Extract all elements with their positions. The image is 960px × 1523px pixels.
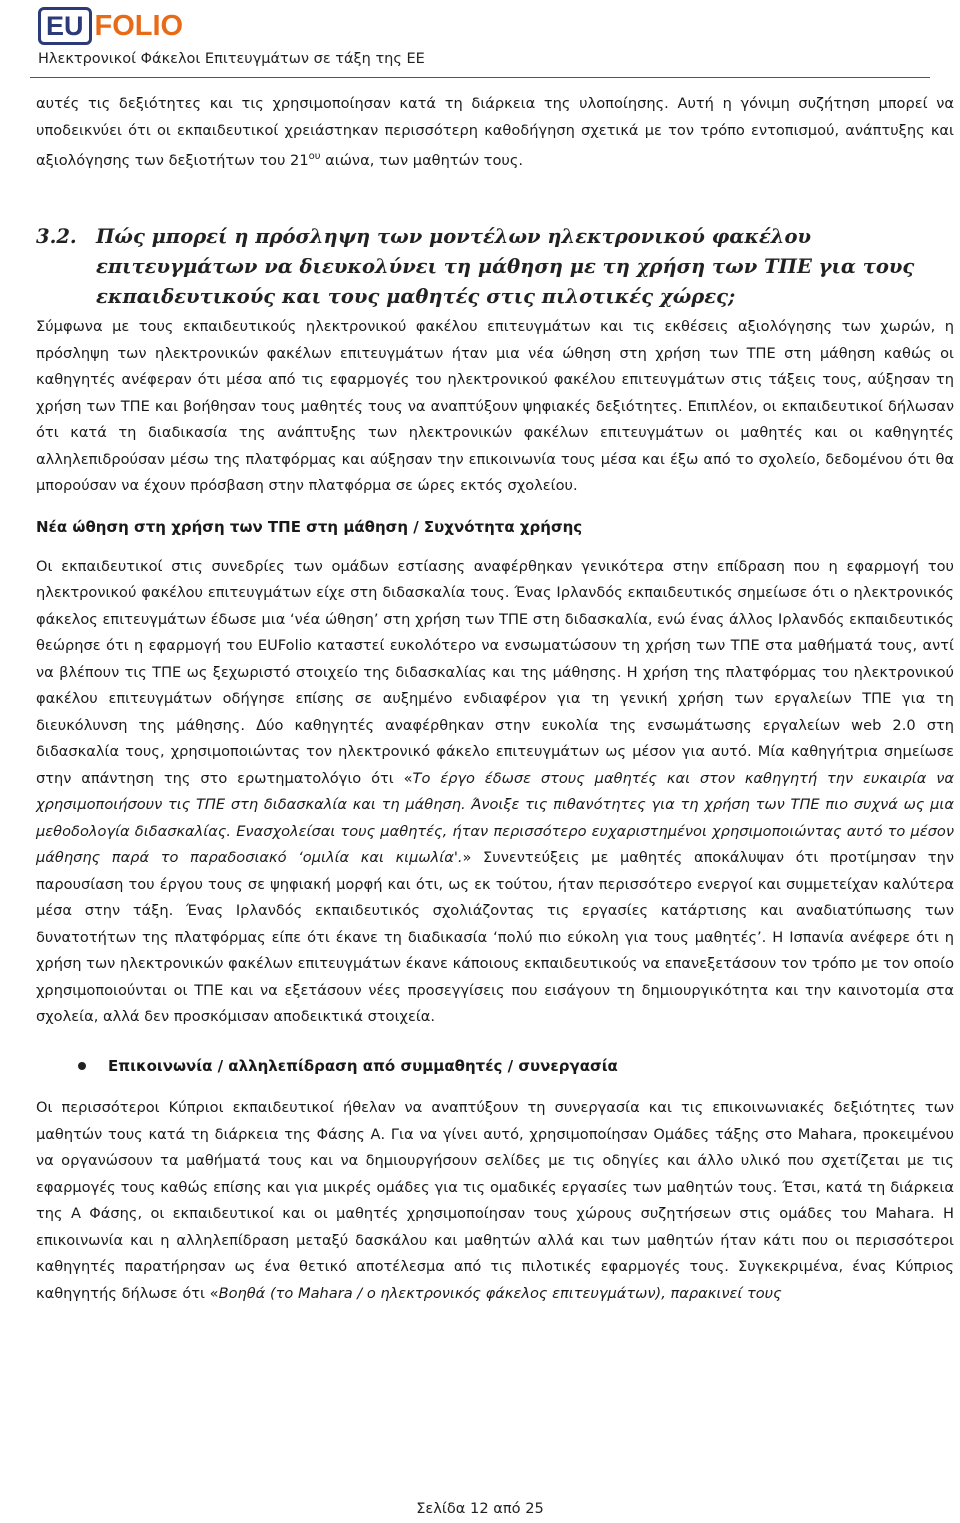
ict-quote: Το έργο έδωσε στους μαθητές και στον καθηγητή την ευκαιρία να χρησιμοποιήσουν τις ΤΠΕ στη διδασκαλία και τη μάθηση. Άνοιξε τις πιθανότητες για τη χρήση των ΤΠΕ πιο συχνά ως μια μεθοδολογία διδασκαλίας. Ενασχολείσαι τους μαθητές, ήταν περισσότερο ευχαριστημένοι χρησιμοποιώντας αυτό το μέσον μάθησης παρά το παραδοσιακό ‘ομιλία και κιμωλία'. <box>36 769 954 867</box>
comm-text-a: Οι περισσότεροι Κύπριοι εκπαιδευτικοί ήθελαν να αναπτύξουν τη συνεργασία και τις επικοινωνιακές δεξιότητες των μαθητών τους κατά τη διάρκεια της Φάσης Α. Για να γίνει αυτό, χρησιμοποίησαν Ομάδες τάξης στο Mahara, προκειμένου να οργανώσουν τα μαθήματά τους και να δημιουργήσουν σελίδες με τις οδηγίες και άλλο υλικό που σχετίζεται με τις εφαρμογές τους καθώς επίσης και για μικρές ομάδες για τις ομαδικές εργασίες των μαθητών τους. Έτσι, κατά τη διάρκεια της Α Φάσης, οι εκπαιδευτικοί και οι μαθητές χρησιμοποίησαν τους χώρους συζητήσεων στις ομάδες του Mahara. Η επικοινωνία και η αλληλεπίδραση μεταξύ δασκάλου και μαθητών αλλά και των μαθητών ήταν κάτι που οι περισσότεροι καθηγητές παρατήρησαν ως ένα θετικό αποτέλεσμα από τις πιλοτικές εφαρμογές τους. Συγκεκριμένα, ένας Κύπριος καθηγητής δήλωσε ότι « <box>36 1099 954 1302</box>
comm-quote: Βοηθά (το Mahara / ο ηλεκτρονικός φάκελος επιτευγμάτων), παρακινεί τους <box>218 1284 782 1302</box>
logo-eu-text: EU <box>38 7 92 45</box>
page-number: Σελίδα 12 από 25 <box>416 1500 544 1517</box>
page-header <box>38 2 938 67</box>
bullet-item <box>36 1053 954 1080</box>
intro-paragraph <box>36 91 954 174</box>
header-divider <box>30 77 930 78</box>
bullet-icon <box>78 1062 86 1070</box>
subsection-paragraph-communication <box>36 1095 954 1307</box>
section-heading <box>36 222 954 312</box>
header-subtitle: Ηλεκτρονικοί Φάκελοι Επιτευγμάτων σε τάξη της ΕΕ <box>38 51 425 67</box>
intro-superscript: ου <box>308 151 321 162</box>
subsection-heading-ict: Νέα ώθηση στη χρήση των ΤΠΕ στη μάθηση / Συχνότητα χρήσης <box>36 517 583 536</box>
section-title: Πώς μπορεί η πρόσληψη των μοντέλων ηλεκτρονικού φακέλου επιτευγμάτων να διευκολύνει τη μάθηση με τη χρήση των ΤΠΕ για τους εκπαιδευτικούς και τους μαθητές στις πιλοτικές χώρες; <box>96 225 915 309</box>
eufolio-logo <box>38 2 938 50</box>
section-number: 3.2. <box>36 225 77 249</box>
subsection-paragraph-ict <box>36 554 954 1031</box>
bullet-heading: Επικοινωνία / αλληλεπίδραση από συμμαθητές / συνεργασία <box>108 1056 618 1075</box>
logo-folio-text: FOLIO <box>94 9 184 42</box>
document-body <box>36 91 954 1307</box>
ict-text-a: Οι εκπαιδευτικοί στις συνεδρίες των ομάδων εστίασης αναφέρθηκαν γενικότερα στην επίδραση που η εφαρμογή του ηλεκτρονικού φακέλου επιτευγμάτων είχε στη διδασκαλία τους. Ένας Ιρλανδός εκπαιδευτικός σημείωσε ότι ο ηλεκτρονικός φάκελος επιτευγμάτων έδωσε μια ‘νέα ώθηση’ στη χρήση των ΤΠΕ στη διδασκαλία, ενώ ένας άλλος Ιρλανδός εκπαιδευτικός θεώρησε ότι η εφαρμογή του EUFolio καταστεί ευκολότερο να ενσωματώσουν τη χρήση των ΤΠΕ στα μαθήματά τους, αντί να βλέπουν τις ΤΠΕ ως ξεχωριστό στοιχείο της διδασκαλίας και της μάθησης. Η χρήση της πλατφόρμας του ηλεκτρονικού φακέλου επιτευγμάτων οδήγησε επίσης σε αυξημένο ενδιαφέρον για τη γενική χρήση των εργαλείων ΤΠΕ για τη διευκόλυνση της μάθησης. Δύο καθηγητές αναφέρθηκαν στην ευκολία της ενσωμάτωσης εργαλείων web 2.0 στη διδασκαλία τους, χρησιμοποιώντας τον ηλεκτρονικό φάκελο επιτευγμάτων ως μέσον για αυτό. Μία καθηγήτρια σημείωσε στην απάντηση της στο ερωτηματολόγιο ότι « <box>36 557 954 787</box>
intro-text-b: αιώνα, των μαθητών τους. <box>320 151 524 169</box>
section-paragraph: Σύμφωνα με τους εκπαιδευτικούς ηλεκτρονικού φακέλου επιτευγμάτων και τις εκθέσεις αξιολόγησης των χωρών, η πρόσληψη των ηλεκτρονικών φακέλων επιτευγμάτων ήταν μια νέα ώθηση στη χρήση των ΤΠΕ στη μάθηση καθώς οι καθηγητές ανέφεραν ότι μέσα από τις εφαρμογές του ηλεκτρονικού φακέλου επιτευγμάτων στις τάξεις τους, αύξησαν τη χρήση των ΤΠΕ και βοήθησαν τους μαθητές τους να αναπτύξουν ψηφιακές δεξιότητες. Επιπλέον, οι εκπαιδευτικοί δήλωσαν ότι κατά τη διαδικασία της ανάπτυξης των ηλεκτρονικών φακέλων επιτευγμάτων οι μαθητές και οι καθηγητές αλληλεπιδρούσαν μέσω της πλατφόρμας και αύξησαν την επικοινωνία τους μέσα και έξω από το σχολείο, δεδομένου ότι θα μπορούσαν να έχουν πρόσβαση στην πλατφόρμα σε ώρες εκτός σχολείου. <box>36 318 954 495</box>
ict-text-b: » Συνεντεύξεις με μαθητές αποκάλυψαν ότι προτίμησαν την παρουσίαση του έργου τους σε ψηφιακή μορφή και ότι, ως εκ τούτου, ήταν περισσότερο ενεργοί και συμμετείχαν καλύτερα μέσα στην τάξη. Ένας Ιρλανδός εκπαιδευτικός σχολιάζοντας τις εργασίες κατάρτισης και αναδιατύπωσης των δυνατοτήτων της πλατφόρμας είπε ότι έκανε τη διαδικασία ‘πολύ πιο εύκολη για τους μαθητές’. Η Ισπανία ανέφερε ότι η χρήση των ηλεκτρονικών φακέλων επιτευγμάτων έκανε κάποιους εκπαιδευτικούς να επανεξετάσουν τον τρόπο με τον οποίο χρησιμοποιούνται οι ΤΠΕ και να εξετάσουν νέες προσεγγίσεις που εισάγουν τη δημιουργικότητα και την καινοτομία στα σχολεία, αλλά δεν προσκόμισαν αποδεικτικά στοιχεία. <box>36 849 954 1026</box>
intro-text-a: αυτές τις δεξιότητες και τις χρησιμοποίησαν κατά τη διάρκεια της υλοποίησης. Αυτή η γόνιμη συζήτηση μπορεί να υποδεικνύει ότι οι εκπαιδευτικοί χρειάστηκαν περισσότερη καθοδήγηση σχετικά με τον τρόπο εντοπισμού, ανάπτυξης και αξιολόγησης των δεξιοτήτων του 21 <box>36 95 954 169</box>
